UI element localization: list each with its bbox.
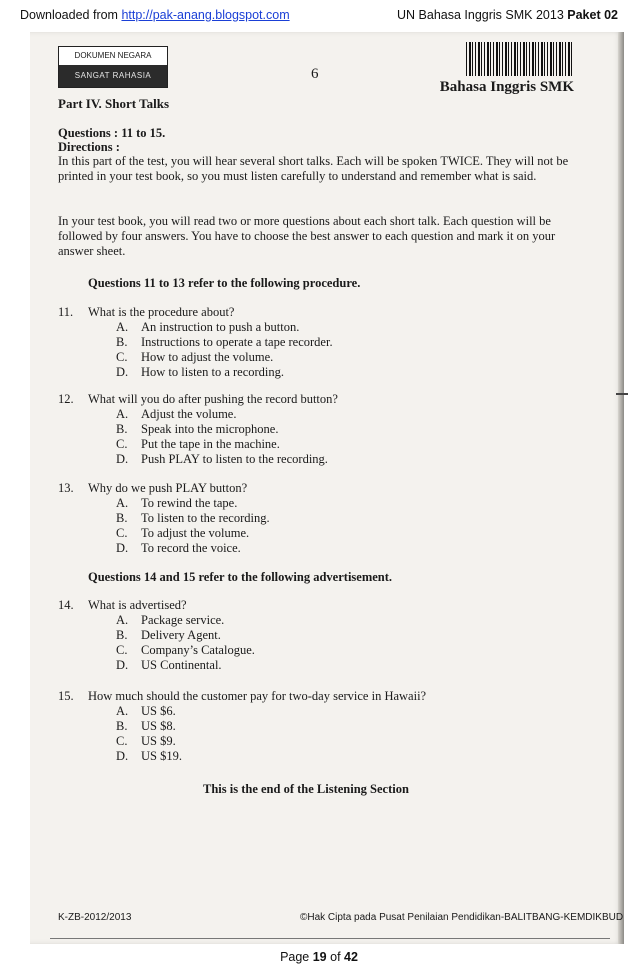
option-text: US $19. [141,749,182,763]
question-text: What is advertised? [88,598,187,612]
option-text: How to listen to a recording. [141,365,285,379]
option-letter: C. [116,437,128,451]
question-number: 12. [58,392,74,406]
option-letter: D. [116,452,129,466]
directions-paragraph-2: In your test book, you will read two or more questions about each short talk. Each question will be followed by four answers. You have to choose the best answer to each question and mark it on your answer sheet. [58,214,556,258]
questions-range: Questions : 11 to 15. [58,126,166,140]
question-text: What is the procedure about? [88,305,235,319]
directions-paragraph-1: In this part of the test, you will hear several short talks. Each will be spoken TWICE. They will not be printed in your test book, so you must listen carefully to understand and remember what is said. [58,154,569,183]
footer-copyright: ©Hak Cipta pada Pusat Penilaian Pendidikan-BALITBANG-KEMDIKBUD [300,912,624,923]
page-edge-shadow [618,32,624,944]
option-letter: D. [116,541,129,555]
option-text: Company’s Catalogue. [141,643,255,657]
option-letter: A. [116,613,129,627]
part-title: Part IV. Short Talks [58,96,170,111]
option-text: US $9. [141,734,176,748]
option-letter: C. [116,643,128,657]
question-number: 13. [58,481,74,495]
question-text: What will you do after pushing the record button? [88,392,338,406]
group-heading-procedure: Questions 11 to 13 refer to the following procedure. [88,276,361,290]
margin-mark [616,393,628,395]
doc-title-text: UN Bahasa Inggris SMK 2013 [397,8,564,22]
option-text: To listen to the recording. [141,511,270,525]
option-text: US $6. [141,704,176,718]
option-text: An instruction to push a button. [141,320,300,334]
option-letter: B. [116,422,128,436]
dokumen-label: DOKUMEN NEGARA [59,47,167,65]
question-number: 11. [58,305,74,319]
pagination-separator: of [326,950,345,964]
option-text: How to adjust the volume. [141,350,274,364]
option-letter: C. [116,526,128,540]
pagination [0,950,638,964]
question-text: How much should the customer pay for two-day service in Hawaii? [88,689,427,703]
option-letter: B. [116,335,128,349]
printed-page-number: 6 [311,66,319,82]
rahasia-label: SANGAT RAHASIA [59,65,167,87]
option-text: Instructions to operate a tape recorder. [141,335,333,349]
option-text: Put the tape in the machine. [141,437,280,451]
option-text: US $8. [141,719,176,733]
option-text: Push PLAY to listen to the recording. [141,452,328,466]
footer-code: K-ZB-2012/2013 [58,912,132,923]
option-letter: B. [116,719,128,733]
option-text: To adjust the volume. [141,526,250,540]
subject-title: Bahasa Inggris SMK [439,79,574,95]
group-heading-advertisement: Questions 14 and 15 refer to the following advertisement. [88,570,393,584]
option-letter: D. [116,365,129,379]
directions-label: Directions : [58,140,120,154]
option-text: Package service. [141,613,225,627]
option-letter: C. [116,350,128,364]
download-prefix: Downloaded from [20,8,122,22]
option-letter: C. [116,734,128,748]
option-text: To rewind the tape. [141,496,238,510]
option-letter: D. [116,658,129,672]
option-text: Adjust the volume. [141,407,237,421]
option-text: Delivery Agent. [141,628,221,642]
footer-divider [50,938,610,939]
end-of-section: This is the end of the Listening Section [203,782,409,796]
option-text: Speak into the microphone. [141,422,279,436]
option-letter: B. [116,628,128,642]
option-letter: A. [116,496,129,510]
question-number: 14. [58,598,74,612]
option-letter: A. [116,704,129,718]
download-source [20,8,290,22]
option-letter: A. [116,407,129,421]
total-pages: 42 [344,950,358,964]
option-text: To record the voice. [141,541,241,555]
doc-title [397,8,618,22]
option-letter: D. [116,749,129,763]
scanned-page [30,32,624,944]
option-letter: B. [116,511,128,525]
barcode-icon [466,42,574,76]
document-classification-box [58,46,168,88]
pagination-prefix: Page [280,950,313,964]
paket-label: Paket 02 [567,8,618,22]
current-page: 19 [312,950,327,964]
download-header [0,0,638,30]
source-link[interactable]: http://pak-anang.blogspot.com [121,8,290,22]
question-text: Why do we push PLAY button? [88,481,248,495]
question-number: 15. [58,689,74,703]
option-text: US Continental. [141,658,222,672]
option-letter: A. [116,320,129,334]
